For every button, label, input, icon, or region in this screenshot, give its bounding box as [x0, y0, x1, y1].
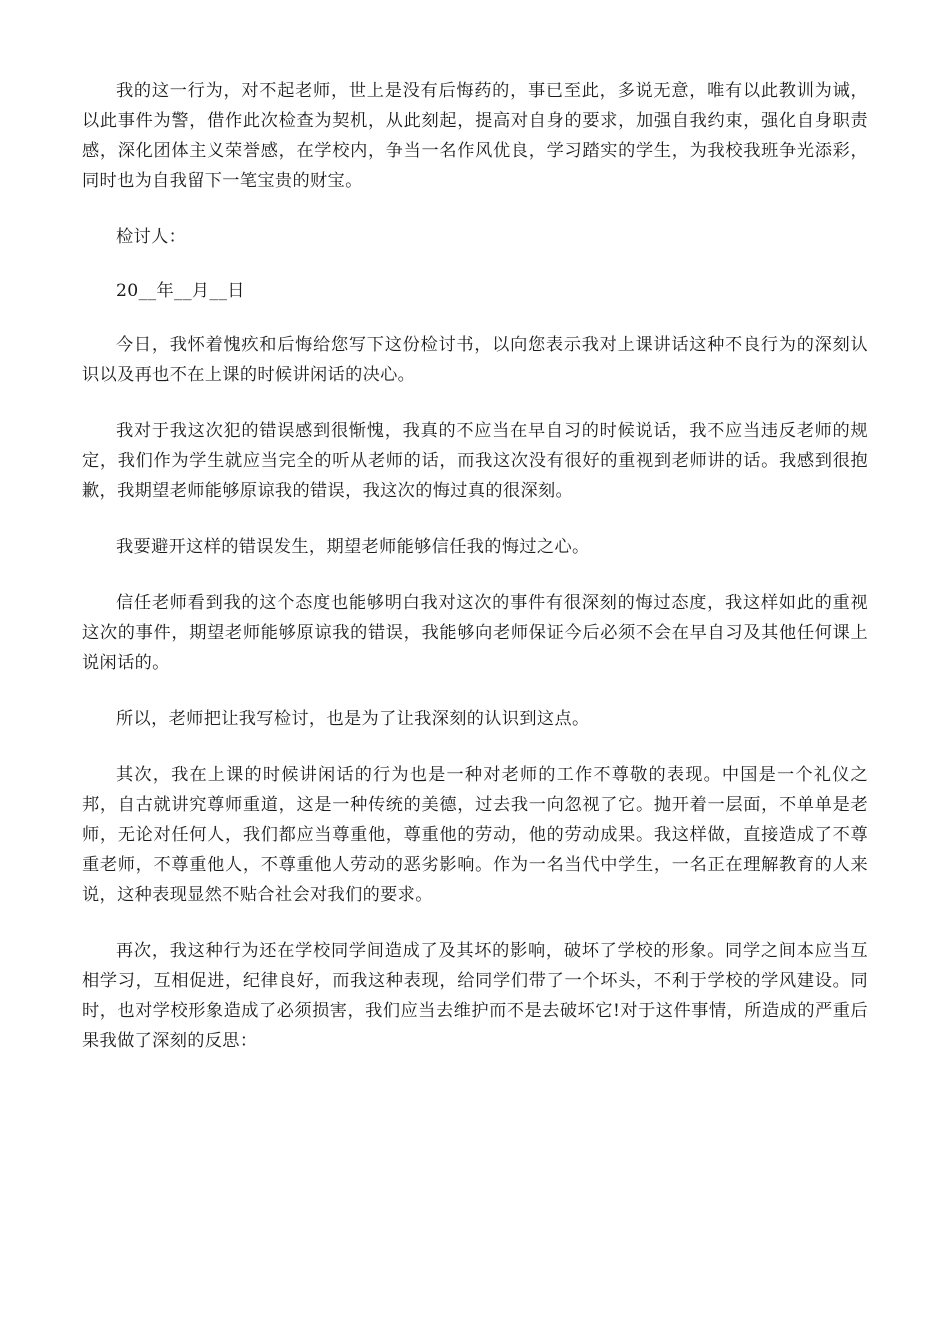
paragraph-influence: 再次，我这种行为还在学校同学间造成了及其坏的影响，破坏了学校的形象。同学之间本应当互相学习，互相促进，纪律良好，而我这种表现，给同学们带了一个坏头，不利于学校的学风建设。同时，也对学校形象造成了必须损害，我们应当去维护而不是去破坏它!对于这件事情，所造成的严重后果我做了深刻的反思： — [82, 941, 868, 1051]
paragraph-intro: 今日，我怀着愧疚和后悔给您写下这份检讨书，以向您表示我对上课讲话这种不良行为的深刻认识以及再也不在上课的时候讲闲话的决心。 — [82, 335, 868, 385]
paragraph-respect: 其次，我在上课的时候讲闲话的行为也是一种对老师的工作不尊敬的表现。中国是一个礼仪之邦，自古就讲究尊师重道，这是一种传统的美德，过去我一向忽视了它。抛开着一层面，不单单是老师，无论对任何人，我们都应当尊重他，尊重他的劳动，他的劳动成果。我这样做，直接造成了不尊重老师，不尊重他人，不尊重他人劳动的恶劣影响。作为一名当代中学生，一名正在理解教育的人来说，这种表现显然不贴合社会对我们的要求。 — [82, 765, 868, 905]
date-line: 20__年__月__日 — [116, 281, 245, 301]
paragraph-remorse: 我对于我这次犯的错误感到很惭愧，我真的不应当在早自习的时候说话，我不应当违反老师的规定，我们作为学生就应当完全的听从老师的话，而我这次没有很好的重视到老师讲的话。我感到很抱歉，我期望老师能够原谅我的错误，我这次的悔过真的很深刻。 — [82, 421, 868, 501]
document-page — [82, 76, 868, 1082]
paragraph-reason: 所以，老师把让我写检讨，也是为了让我深刻的认识到这点。 — [116, 709, 590, 729]
paragraph-promise: 信任老师看到我的这个态度也能够明白我对这次的事件有很深刻的悔过态度，我这样如此的重视这次的事件，期望老师能够原谅我的错误，我能够向老师保证今后必须不会在早自习及其他任何课上说闲话的。 — [82, 593, 868, 673]
paragraph-resolution: 我的这一行为，对不起老师，世上是没有后悔药的，事已至此，多说无意，唯有以此教训为诫，以此事件为警，借作此次检查为契机，从此刻起，提高对自身的要求，加强自我约束，强化自身职责感，深化团体主义荣誉感，在学校内，争当一名作风优良，学习踏实的学生，为我校我班争光添彩，同时也为自我留下一笔宝贵的财宝。 — [82, 81, 868, 191]
signature-line: 检讨人： — [116, 227, 187, 247]
paragraph-avoid-errors: 我要避开这样的错误发生，期望老师能够信任我的悔过之心。 — [116, 537, 590, 557]
